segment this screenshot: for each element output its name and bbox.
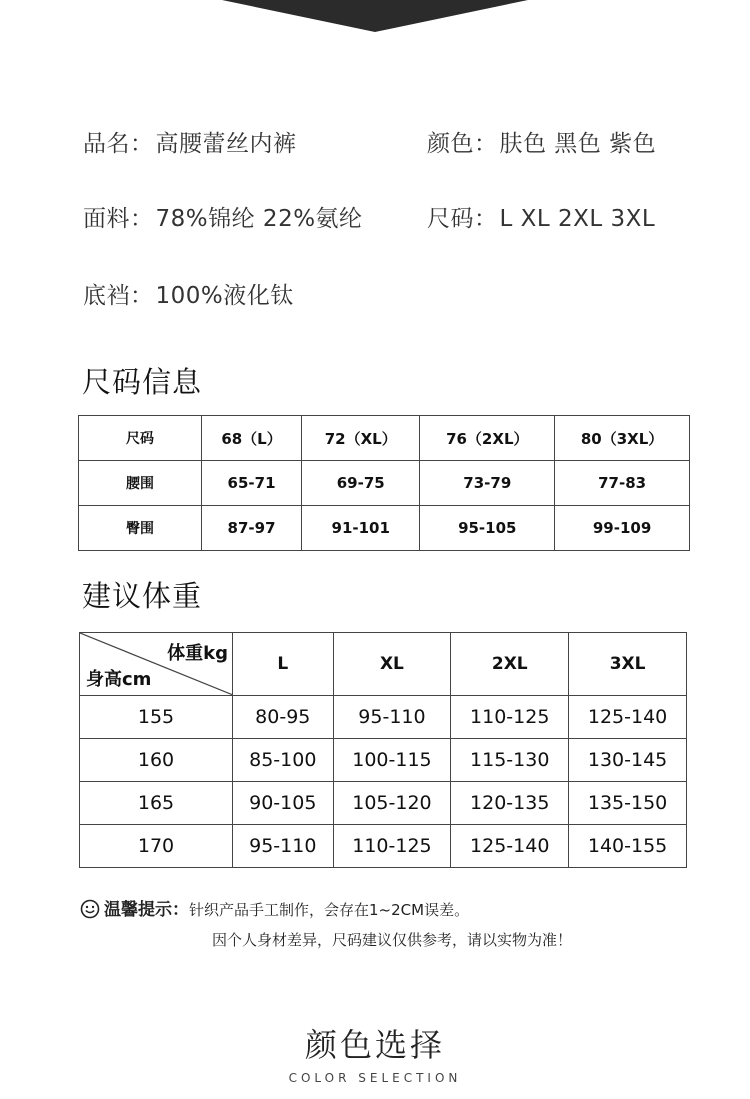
table-cell: 臀围: [79, 506, 202, 551]
tip-notice: [80, 895, 469, 920]
table-cell: 120-135: [451, 782, 569, 825]
table-cell: 165: [80, 782, 233, 825]
table-cell: 105-120: [333, 782, 451, 825]
table-cell: 91-101: [302, 506, 420, 551]
table-cell: 65-71: [202, 461, 302, 506]
smile-icon: [80, 899, 100, 919]
corner-weight-label: 体重kg: [167, 643, 228, 664]
table-cell: 115-130: [451, 739, 569, 782]
table-row: [79, 506, 690, 551]
tip-line2: 因个人身材差异，尺码建议仅供参考，请以实物为准！: [212, 931, 573, 949]
table-cell: 125-140: [569, 696, 687, 739]
size-info-table: [78, 415, 690, 551]
table-cell: 77-83: [555, 461, 690, 506]
table-cell: 68（L）: [202, 416, 302, 461]
weight-table: [79, 632, 687, 868]
color-section-title: 颜色选择: [304, 1026, 445, 1064]
product-color-label: 颜色：: [427, 131, 498, 157]
product-fabric-value: 78%锦纶 22%氨纶: [155, 206, 363, 232]
size-info-title: 尺码信息: [82, 365, 203, 399]
table-cell: 125-140: [451, 825, 569, 868]
product-size-value: L XL 2XL 3XL: [499, 206, 656, 232]
weight-title: 建议体重: [82, 579, 203, 613]
product-size-label: 尺码：: [427, 206, 498, 232]
tip-line1: 针织产品手工制作，会存在1~2CM误差。: [189, 901, 470, 919]
table-row: [79, 416, 690, 461]
corner-height-label: 身高cm: [86, 669, 152, 690]
product-fabric: [83, 200, 363, 233]
table-header-cell: 2XL: [451, 633, 569, 696]
table-cell: 73-79: [420, 461, 555, 506]
color-section-subtitle: COLOR SELECTION: [288, 1071, 462, 1085]
table-cell: 80（3XL）: [555, 416, 690, 461]
product-size: [427, 200, 655, 233]
product-fabric-label: 面料：: [83, 206, 154, 232]
table-cell: 尺码: [79, 416, 202, 461]
product-name-value: 高腰蕾丝内裤: [155, 131, 297, 157]
product-crotch: [83, 277, 294, 310]
table-cell: 85-100: [233, 739, 334, 782]
table-cell: 170: [80, 825, 233, 868]
table-row: [80, 739, 687, 782]
table-row: [80, 696, 687, 739]
header-chevron-decoration: [0, 0, 750, 34]
table-corner-cell: [80, 633, 233, 696]
product-crotch-label: 底裆：: [83, 283, 154, 309]
table-row: [80, 782, 687, 825]
table-cell: 90-105: [233, 782, 334, 825]
table-cell: 140-155: [569, 825, 687, 868]
table-cell: 95-110: [333, 696, 451, 739]
table-cell: 135-150: [569, 782, 687, 825]
table-cell: 160: [80, 739, 233, 782]
table-cell: 95-110: [233, 825, 334, 868]
table-cell: 69-75: [302, 461, 420, 506]
table-cell: 99-109: [555, 506, 690, 551]
table-cell: 100-115: [333, 739, 451, 782]
table-cell: 腰围: [79, 461, 202, 506]
table-header-cell: XL: [333, 633, 451, 696]
table-cell: 130-145: [569, 739, 687, 782]
table-cell: 155: [80, 696, 233, 739]
table-row: [80, 825, 687, 868]
table-cell: 110-125: [451, 696, 569, 739]
product-name: [83, 125, 297, 158]
table-header-cell: 3XL: [569, 633, 687, 696]
product-crotch-value: 100%液化钛: [155, 283, 294, 309]
table-cell: 76（2XL）: [420, 416, 555, 461]
table-row: [79, 461, 690, 506]
table-cell: 95-105: [420, 506, 555, 551]
product-color-value: 肤色 黑色 紫色: [499, 131, 657, 157]
table-cell: 110-125: [333, 825, 451, 868]
product-color: [427, 125, 656, 158]
table-row: [80, 633, 687, 696]
table-cell: 80-95: [233, 696, 334, 739]
table-header-cell: L: [233, 633, 334, 696]
table-cell: 72（XL）: [302, 416, 420, 461]
tip-label: 温馨提示：: [104, 900, 189, 920]
table-cell: 87-97: [202, 506, 302, 551]
product-name-label: 品名：: [83, 131, 154, 157]
